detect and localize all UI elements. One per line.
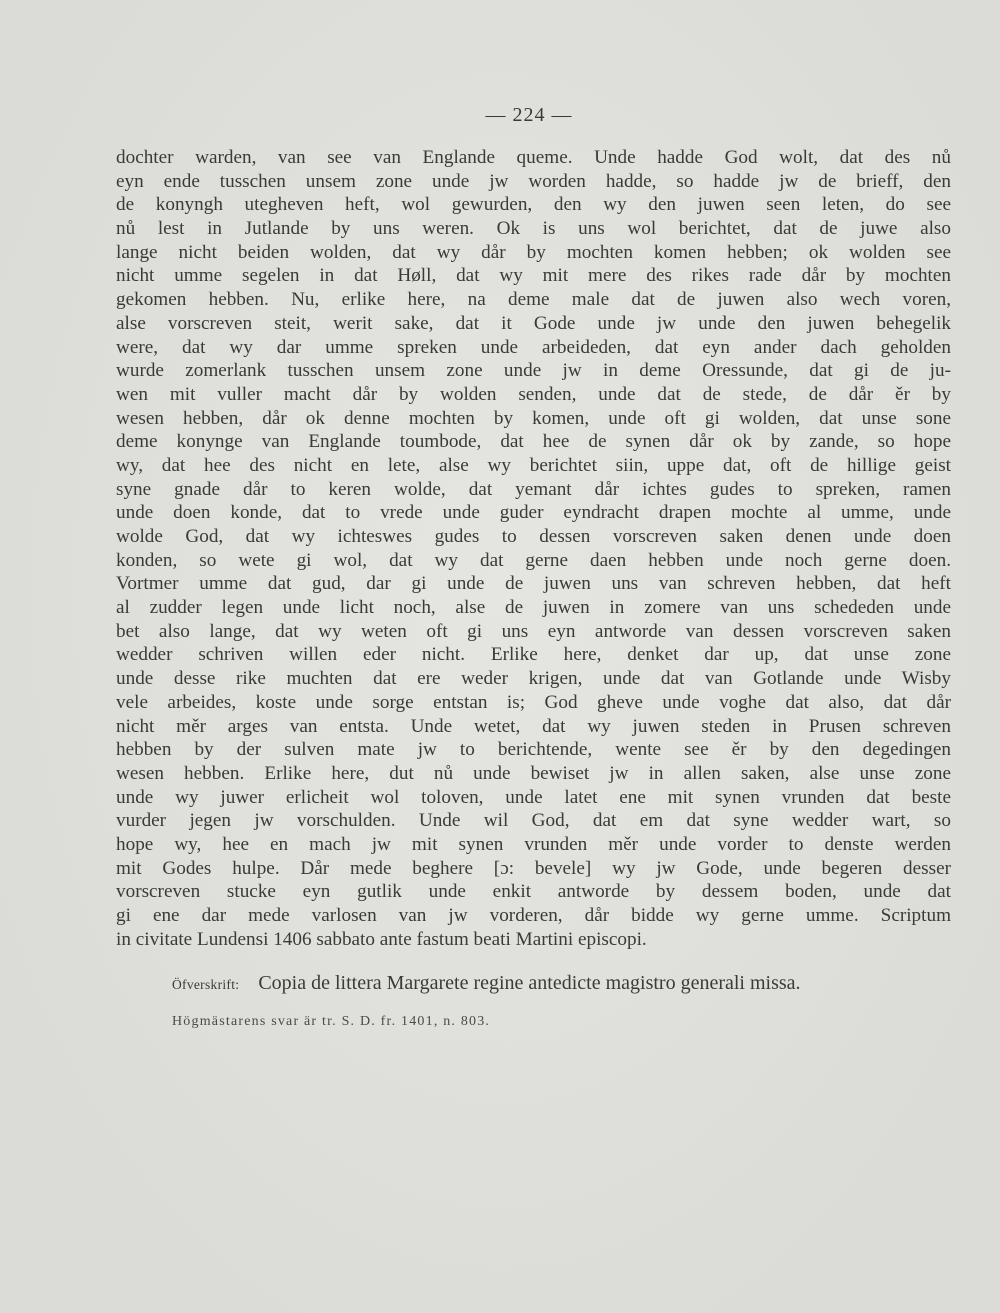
page-number: — 224 — (485, 104, 573, 126)
superscription (172, 972, 952, 995)
superscription-label: Öfverskrift: (172, 977, 240, 992)
text-line: nů lest in Jutlande by uns weren. Ok is uns wol berichtet, dat de juwe also (116, 218, 951, 240)
text-line: mit Godes hulpe. Dår mede beghere [ɔ: bevele] wy jw Gode, unde begeren desser (116, 857, 951, 879)
text-line: vorscreven stucke eyn gutlik unde enkit antworde by dessem boden, unde dat (116, 881, 951, 903)
text-line: wolde God, dat wy ichteswes gudes to dessen vorscreven saken denen unde doen (116, 526, 951, 547)
letter-body-text (116, 146, 951, 951)
text-line: konden, so wete gi wol, dat wy dat gerne daen hebben unde noch gerne doen. (116, 549, 951, 571)
footnote: Högmästarens svar är tr. S. D. fr. 1401, n. 803. (172, 1014, 491, 1029)
text-line: dochter warden, van see van Englande queme. Unde hadde God wolt, dat des nů (116, 147, 951, 168)
superscription-text: Copia de littera Margarete regine antedicte magistro generali missa. (258, 972, 801, 994)
text-line: nicht umme segelen in dat Høll, dat wy mit mere des rikes rade dår by mochten (116, 265, 951, 287)
text-line: in civitate Lundensi 1406 sabbato ante fastum beati Martini episcopi. (116, 928, 647, 950)
text-line: nicht měr arges van entsta. Unde wetet, dat wy juwen steden in Prusen schreven (116, 715, 951, 737)
text-line: wurde zomerlank tusschen unsem zone unde jw in deme Oressunde, dat gi de ju- (116, 360, 951, 382)
text-line: bet also lange, dat wy weten oft gi uns eyn antworde van dessen vorscreven saken (116, 620, 951, 642)
text-line: Vortmer umme dat gud, dar gi unde de juwen uns van schreven hebben, dat heft (116, 573, 951, 595)
text-line: wy, dat hee des nicht en lete, alse wy berichtet siin, uppe dat, oft de hillige geist (116, 454, 951, 476)
text-line: were, dat wy dar umme spreken unde arbeideden, dat eyn ander dach geholden (116, 336, 951, 358)
text-line: syne gnade dår to keren wolde, dat yemant dår ichtes gudes to spreken, ramen (116, 478, 951, 500)
text-line: unde desse rike muchten dat ere weder krigen, unde dat van Gotlande unde Wisby (116, 668, 951, 690)
text-line: alse vorscreven steit, werit sake, dat it Gode unde jw unde den juwen behegelik (116, 312, 951, 334)
text-line: hebben by der sulven mate jw to berichtende, wente see ěr by den degedingen (116, 739, 951, 761)
text-line: unde wy juwer erlicheit wol toloven, unde latet ene mit synen vrunden dat beste (116, 786, 951, 808)
text-line: unde doen konde, dat to vrede unde guder eyndracht drapen mochte al umme, unde (116, 502, 951, 524)
text-line: al zudder legen unde licht noch, alse de juwen in zomere van uns schededen unde (116, 597, 951, 619)
text-line: lange nicht beiden wolden, dat wy dår by mochten komen hebben; ok wolden see (116, 241, 951, 263)
text-line: vele arbeides, koste unde sorge entstan is; God gheve unde voghe dat also, dat dår (116, 691, 951, 713)
text-line: deme konynge van Englande toumbode, dat hee de synen dår ok by zande, so hope (116, 431, 951, 453)
text-line: gi ene dar mede varlosen van jw vorderen, dår bidde wy gerne umme. Scriptum (116, 905, 951, 926)
text-line: eyn ende tusschen unsem zone unde jw worden hadde, so hadde jw de brieff, den (116, 170, 951, 192)
text-line: hope wy, hee en mach jw mit synen vrunden měr unde vorder to denste werden (116, 833, 951, 855)
text-line: wesen hebben. Erlike here, dut nů unde bewiset jw in allen saken, alse unse zone (116, 762, 951, 784)
text-line: gekomen hebben. Nu, erlike here, na deme male dat de juwen also wech voren, (116, 289, 951, 311)
text-line: de konyngh utegheven heft, wol gewurden, den wy den juwen seen leten, do see (116, 194, 951, 216)
text-line: wen mit vuller macht dår by wolden senden, unde dat de stede, de dår ěr by (116, 383, 951, 405)
text-line: wedder schriven willen eder nicht. Erlike here, denket dar up, dat unse zone (116, 644, 951, 666)
text-line: wesen hebben, dår ok denne mochten by komen, unde oft gi wolden, dat unse sone (116, 407, 951, 429)
text-line: vurder jegen jw vorschulden. Unde wil God, dat em dat syne wedder wart, so (116, 810, 951, 832)
